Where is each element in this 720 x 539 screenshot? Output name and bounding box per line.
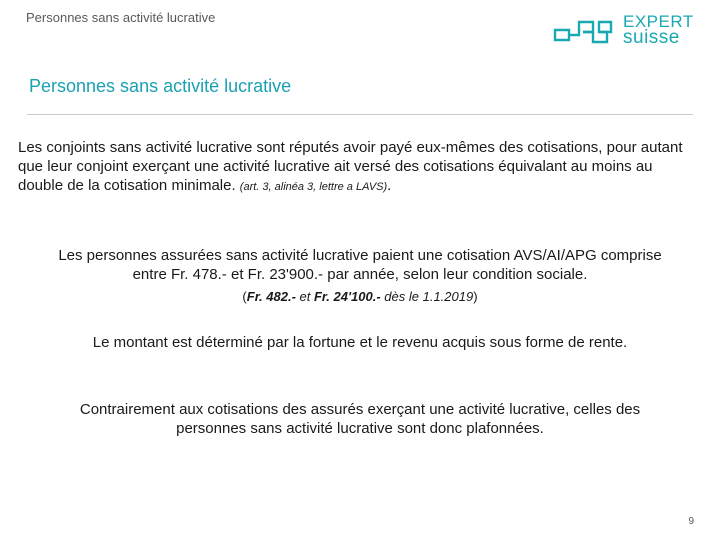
paragraph-spouses-text: Les conjoints sans activité lucrative sont réputés avoir payé eux-mêmes des cotisations, pour autant que leur conjoint exerçant une activité lucrative ait versé des cotisations équivalant au moins au double de la cotisation minimale. [18, 139, 683, 194]
paragraph-spouses-end: . [387, 177, 392, 194]
expertsuisse-logo [553, 14, 698, 48]
logo-text [623, 12, 694, 48]
title-divider [27, 114, 693, 115]
page-title: Personnes sans activité lucrative [29, 76, 292, 96]
logo-word-expert: EXPERT [623, 12, 694, 31]
paragraph-contribution-range [20, 246, 700, 284]
paragraph-capped-line1: Contrairement aux cotisations des assurés exerçant une activité lucrative, celles des [79, 401, 641, 418]
note-min-amount: Fr. 482.- [246, 289, 296, 304]
paragraph-capped-line2: personnes sans activité lucrative sont donc plafonnées. [176, 420, 544, 437]
page-number: 9 [688, 516, 694, 527]
logo-word-suisse: suisse [623, 27, 680, 48]
contribution-update-note [20, 287, 700, 306]
logo-mark-icon [553, 16, 613, 46]
note-and: et [295, 289, 314, 304]
header-section-title: Personnes sans activité lucrative [26, 10, 216, 25]
note-open-paren: ( [242, 289, 247, 304]
note-max-amount: Fr. 24'100.- [313, 289, 381, 304]
legal-reference: (art. 3, alinéa 3, lettre a LAVS) [239, 181, 388, 193]
note-close-paren: ) [473, 289, 478, 304]
paragraph-contribution-line1: Les personnes assurées sans activité lucrative paient une cotisation AVS/AI/APG comprise [58, 247, 662, 264]
note-date: dès le 1.1.2019 [380, 289, 474, 304]
paragraph-determination: Le montant est déterminé par la fortune et le revenu acquis sous forme de rente. [92, 334, 628, 351]
paragraph-contribution-line2: entre Fr. 478.- et Fr. 23'900.- par année, selon leur condition sociale. [132, 266, 588, 283]
paragraph-spouses [18, 138, 690, 197]
paragraph-capped [20, 400, 700, 438]
